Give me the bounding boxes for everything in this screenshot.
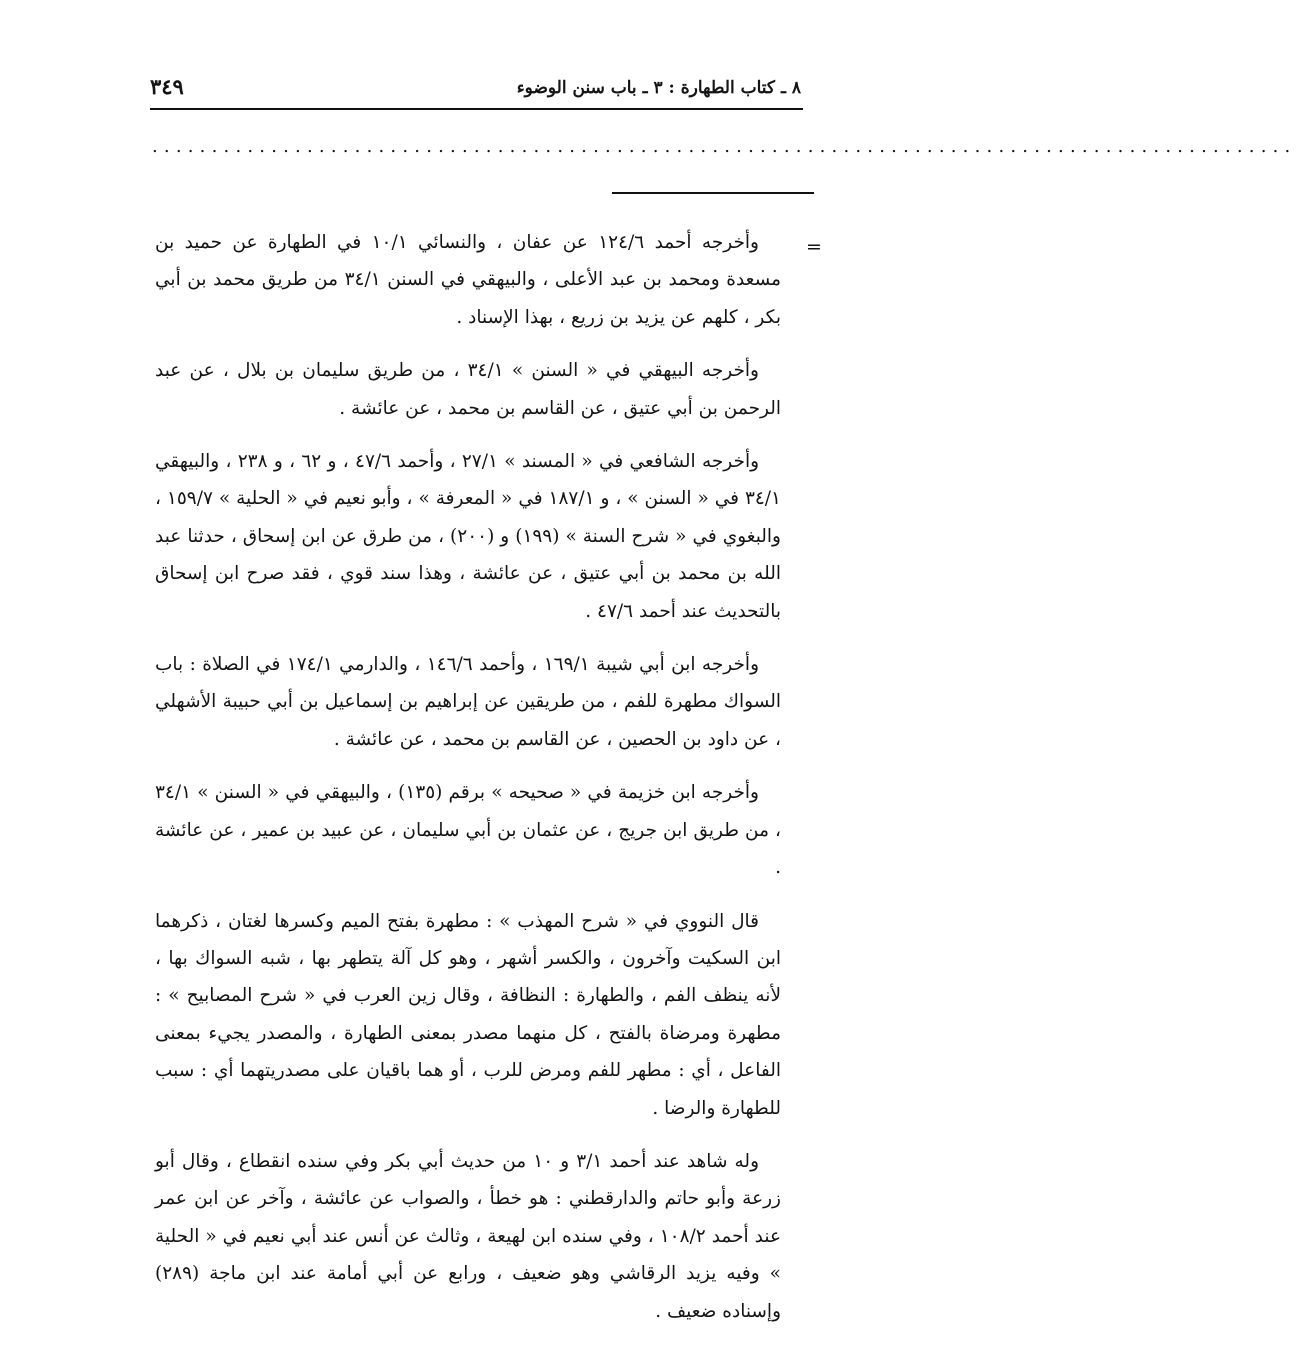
header-rule (150, 108, 803, 110)
page-number: ٣٤٩ (150, 74, 184, 99)
page-header (150, 72, 801, 110)
paragraph-1: وأخرجه أحمد ١٢٤/٦ عن عفان ، والنسائي ١٠/١ في الطهارة عن حميد بن مسعدة ومحمد بن عبد الأعلى ، والبيهقي في السنن ٣٤/١ من طريق محمد بن أبي بكر ، كلهم عن يزيد بن زريع ، بهذا الإسناد . (155, 232, 781, 328)
paragraph-2: وأخرجه البيهقي في « السنن » ٣٤/١ ، من طريق سليمان بن بلال ، عن عبد الرحمن بن أبي عتيق ، عن القاسم بن محمد ، عن عائشة . (155, 360, 781, 419)
footnote-rule (612, 192, 814, 194)
footnote-text (155, 224, 781, 1346)
footnote-continuation-marker: = (806, 236, 822, 258)
paragraph-5: وأخرجه ابن خزيمة في « صحيحه » برقم (١٣٥) ، والبيهقي في « السنن » ٣٤/١ ، من طريق ابن جريج ، عن عثمان بن أبي سليمان ، عن عبيد بن عمير ، عن عائشة . (155, 782, 781, 879)
paragraph-6: قال النووي في « شرح المهذب » : مطهرة بفتح الميم وكسرها لغتان ، ذكرهما ابن السكيت وآخرون ، والكسر أشهر ، وهو كل آلة يتطهر بها ، شبه السواك بها ، لأنه ينظف الفم ، والطهارة : النظافة ، وقال زين العرب في « شرح المصابيح » : مطهرة ومرضاة بالفتح ، كل منهما مصدر بمعنى الطهارة ، والمصدر يجيء بمعنى الفاعل ، أي : مطهر للفم ومرض للرب ، أو هما باقيان على مصدريتهما أي : سبب للطهارة والرضا . (155, 910, 781, 1119)
dotted-separator: ................................................................................................ (152, 136, 1296, 157)
paragraph-4: وأخرجه ابن أبي شيبة ١٦٩/١ ، وأحمد ١٤٦/٦ ، والدارمي ١٧٤/١ في الصلاة : باب السواك مطهرة للفم ، من طريقين عن إبراهيم بن إسماعيل بن أبي حبيبة الأشهلي ، عن داود بن الحصين ، عن القاسم بن محمد ، عن عائشة . (155, 654, 781, 750)
running-title: ٨ ـ كتاب الطهارة : ٣ ـ باب سنن الوضوء (516, 78, 801, 98)
paragraph-7: وله شاهد عند أحمد ٣/١ و ١٠ من حديث أبي بكر وفي سنده انقطاع ، وقال أبو زرعة وأبو حاتم والدارقطني : هو خطأ ، والصواب عن عائشة ، وآخر عن ابن عمر عند أحمد ١٠٨/٢ ، وفي سنده ابن لهيعة ، وثالث عن أنس عند أبي نعيم في « الحلية » وفيه يزيد الرقاشي وهو ضعيف ، ورابع عن أبي أمامة عند ابن ماجة (٢٨٩) وإسناده ضعيف . (155, 1150, 782, 1322)
paragraph-3: وأخرجه الشافعي في « المسند » ٢٧/١ ، وأحمد ٤٧/٦ ، و ٦٢ ، و ٢٣٨ ، والبيهقي ٣٤/١ في « السنن » ، و ١٨٧/١ في « المعرفة » ، وأبو نعيم في « الحلية » ١٥٩/٧ ، والبغوي في « شرح السنة » (١٩٩) و (٢٠٠) ، من طرق عن ابن إسحاق ، حدثنا عبد الله بن محمد بن أبي عتيق ، عن عائشة ، وهذا سند قوي ، فقد صرح ابن إسحاق بالتحديث عند أحمد ٤٧/٦ . (155, 451, 781, 622)
